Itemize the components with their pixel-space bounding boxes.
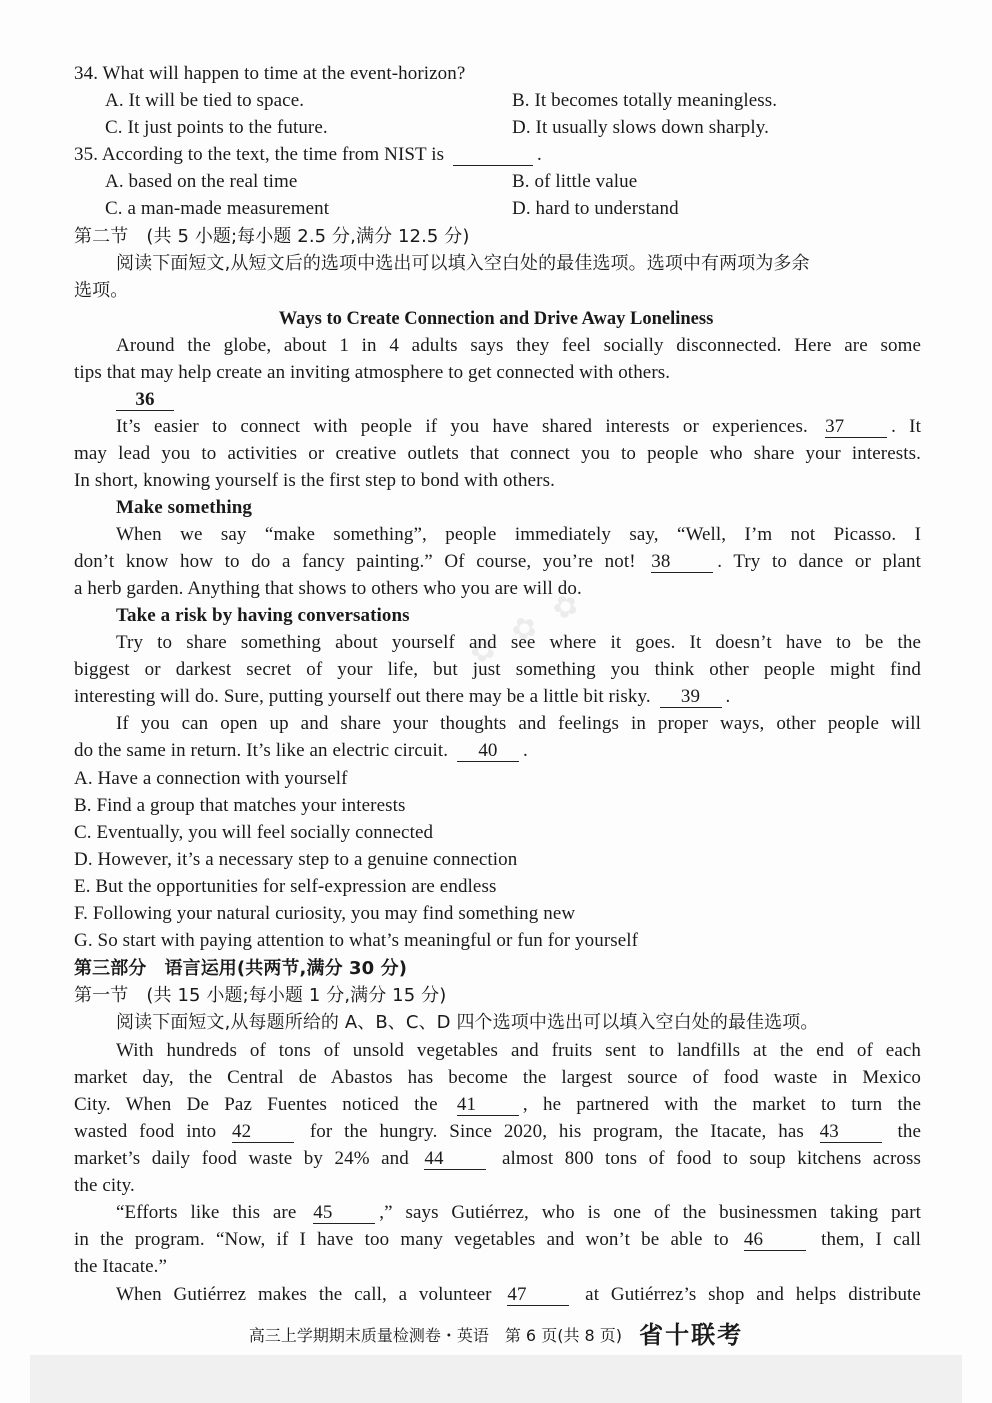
q35-blank [453, 145, 533, 166]
p3-line-3: a herb garden. Anything that shows to others who you are will do. [74, 578, 582, 599]
cloze-line-7-pre: “Efforts like this are [116, 1202, 297, 1223]
blank-45: 45 [313, 1203, 375, 1224]
p4-line-1: Try to share something about yourself and see where it goes. It doesn’t have to be the [116, 632, 921, 653]
part3-header: 第三部分 语言运用(共两节,满分 30 分) [74, 958, 408, 979]
p5-line-2 [74, 738, 528, 764]
blank-43: 43 [820, 1122, 882, 1143]
blank-42: 42 [232, 1122, 294, 1143]
p4-line-3-post: . [725, 686, 731, 707]
cloze-line-5 [74, 1146, 921, 1172]
blank-36: 36 [116, 390, 174, 411]
section2-header: 第二节 (共 5 小题;每小题 2.5 分,满分 12.5 分) [74, 226, 470, 247]
cloze-line-1: With hundreds of tons of unsold vegetables and fruits sent to landfills at the end of each [116, 1040, 921, 1061]
p4-line-2: biggest or darkest secret of your life, but just something you think other people might find [74, 659, 921, 680]
cloze-line-8-pre: in the program. “Now, if I have too many vegetables and won’t be able to [74, 1229, 729, 1250]
q34-option-d: D. It usually slows down sharply. [512, 117, 769, 138]
section2-instruction-2: 选项。 [74, 280, 129, 301]
footer-text: 高三上学期期末质量检测卷・英语 第 6 页(共 8 页) [248, 1326, 623, 1345]
option-f: F. Following your natural curiosity, you may find something new [74, 903, 576, 924]
part3-instruction: 阅读下面短文,从每题所给的 A、B、C、D 四个选项中选出可以填入空白处的最佳选项。 [116, 1012, 819, 1033]
option-d: D. However, it’s a necessary step to a genuine connection [74, 849, 518, 870]
cloze-line-5-pre: market’s daily food waste by 24% and [74, 1148, 409, 1169]
p2-line-1 [116, 414, 921, 440]
blank-46: 46 [744, 1230, 806, 1251]
cloze-line-4-mid: for the hungry. Since 2020, his program, the Itacate, has [309, 1121, 804, 1142]
blank-41: 41 [457, 1095, 519, 1116]
q35-option-d: D. hard to understand [512, 198, 679, 219]
p1-line-1: Around the globe, about 1 in 4 adults says they feel socially disconnected. Here are some [116, 335, 921, 356]
cloze-line-4-pre: wasted food into [74, 1121, 217, 1142]
footer-brand-logo: 省十联考 [639, 1320, 744, 1349]
cloze-line-10-post: at Gutiérrez’s shop and helps distribute [585, 1284, 921, 1305]
cloze-line-7 [116, 1200, 921, 1226]
cloze-line-7-post: ,” says Gutiérrez, who is one of the businessmen taking part [379, 1202, 922, 1223]
p1-line-2: tips that may help create an inviting atmosphere to get connected with others. [74, 362, 671, 383]
p2-line-1-post: . It [891, 416, 921, 437]
q35-stem: 35. According to the text, the time from NIST is [74, 144, 445, 165]
blank-39: 39 [660, 687, 722, 708]
cloze-line-4 [74, 1119, 921, 1145]
q35-stem-line [74, 142, 542, 168]
cloze-line-8-post: them, I call [821, 1229, 921, 1250]
option-c: C. Eventually, you will feel socially connected [74, 822, 434, 843]
p2-line-1-pre: It’s easier to connect with people if you have shared interests or experiences. [116, 416, 808, 437]
p5-line-2-post: . [522, 740, 528, 761]
blank-38: 38 [651, 552, 713, 573]
part3-subheader: 第一节 (共 15 小题;每小题 1 分,满分 15 分) [74, 985, 447, 1006]
p2-line-3: In short, knowing yourself is the first step to bond with others. [74, 470, 555, 491]
cloze-line-5-post: almost 800 tons of food to soup kitchens across [501, 1148, 921, 1169]
cloze-line-3 [74, 1092, 921, 1118]
scan-bottom-strip [30, 1355, 962, 1403]
blank-36-line [116, 387, 174, 413]
heading-take-a-risk: Take a risk by having conversations [116, 605, 410, 626]
p5-line-2-pre: do the same in return. It’s like an electric circuit. [74, 740, 449, 761]
p5-line-1: If you can open up and share your thoughts and feelings in proper ways, other people will [116, 713, 921, 734]
q35-option-b: B. of little value [512, 171, 638, 192]
passage-title: Ways to Create Connection and Drive Away Loneliness [278, 309, 714, 329]
cloze-line-10-pre: When Gutiérrez makes the call, a volunteer [116, 1284, 492, 1305]
p3-line-2-post: . Try to dance or plant [717, 551, 922, 572]
option-a: A. Have a connection with yourself [74, 768, 348, 789]
cloze-line-2: market day, the Central de Abastos has become the largest source of food waste in Mexico [74, 1067, 921, 1088]
cloze-line-3-post: , he partnered with the market to turn the [522, 1094, 921, 1115]
q34-option-b: B. It becomes totally meaningless. [512, 90, 778, 111]
p2-line-2: may lead you to activities or creative outlets that connect you to people who share your interests. [74, 443, 921, 464]
cloze-line-10 [116, 1282, 921, 1308]
cloze-line-3-pre: City. When De Paz Fuentes noticed the [74, 1094, 438, 1115]
p4-line-3-pre: interesting will do. Sure, putting yourself out there may be a little bit risky. [74, 686, 651, 707]
q34-option-a: A. It will be tied to space. [105, 90, 305, 111]
q34-stem: 34. What will happen to time at the event-horizon? [74, 63, 466, 84]
p3-line-1: When we say “make something”, people immediately say, “Well, I’m not Picasso. I [116, 524, 921, 545]
option-b: B. Find a group that matches your interests [74, 795, 406, 816]
p3-line-2-pre: don’t know how to do a fancy painting.” Of course, you’re not! [74, 551, 636, 572]
p4-line-3 [74, 684, 730, 710]
option-e: E. But the opportunities for self-expression are endless [74, 876, 497, 897]
blank-44: 44 [424, 1149, 486, 1170]
watermark: ✿ ✿ ✿ [464, 582, 591, 673]
q34-option-c: C. It just points to the future. [105, 117, 328, 138]
heading-make-something: Make something [116, 497, 252, 518]
q35-end: . [537, 144, 542, 165]
cloze-line-4-post: the [897, 1121, 922, 1142]
cloze-line-6: the city. [74, 1175, 135, 1196]
blank-37: 37 [825, 417, 887, 438]
option-g: G. So start with paying attention to what’s meaningful or fun for yourself [74, 930, 639, 951]
p3-line-2 [74, 549, 921, 575]
q35-option-c: C. a man-made measurement [105, 198, 330, 219]
page-footer [0, 1322, 992, 1349]
section2-instruction-1: 阅读下面短文,从短文后的选项中选出可以填入空白处的最佳选项。选项中有两项为多余 [116, 253, 810, 274]
cloze-line-8 [74, 1227, 921, 1253]
blank-47: 47 [507, 1285, 569, 1306]
blank-40: 40 [457, 741, 519, 762]
q35-option-a: A. based on the real time [105, 171, 298, 192]
cloze-line-9: the Itacate.” [74, 1256, 168, 1277]
